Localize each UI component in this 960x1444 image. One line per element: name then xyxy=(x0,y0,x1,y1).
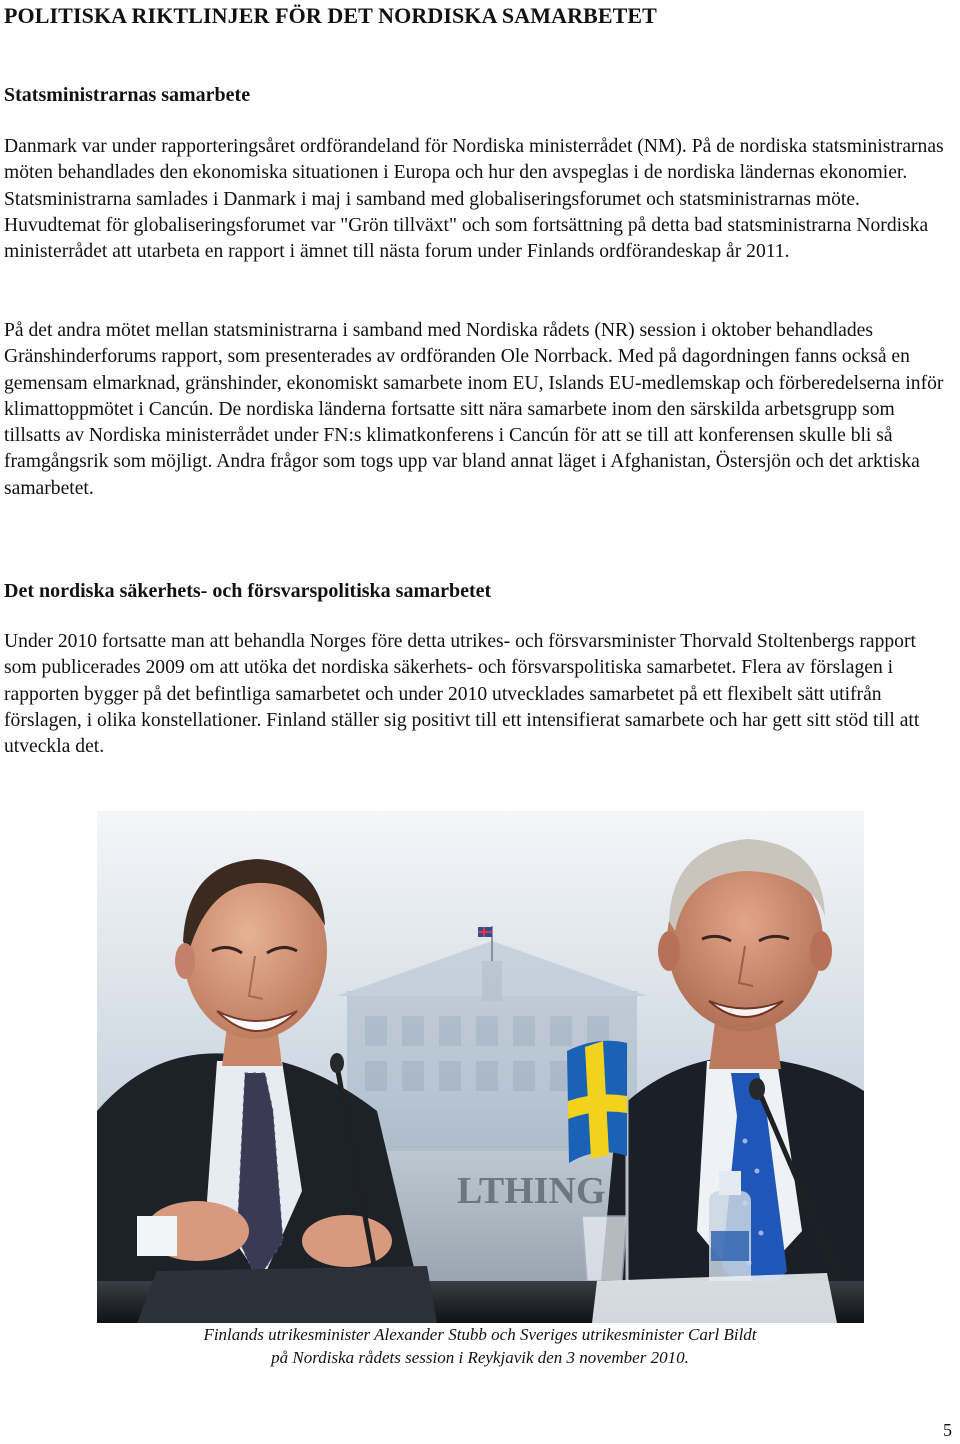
section-heading-security-defence: Det nordiska säkerhets- och försvarspolitiska samarbetet xyxy=(4,580,492,602)
paragraph-prime-ministers-1: Danmark var under rapporteringsåret ordförandeland för Nordiska ministerrådet (NM). På de nordiska statsministrarnas möten behandlades den ekonomiska situationen i Europa och hur den avspeglas i de nordiska ländernas ekonomier. Statsministrarna samlades i Danmark i maj i samband med globaliseringsforumet och statsministrarnas möte. Huvudtemat för globaliseringsforumet var "Grön tillväxt" och som fortsättning på detta bad statsministrarna Nordiska ministerrådet att utarbeta en rapport i ämnet till nästa forum under Finlands ordförandeskap år 2011. xyxy=(4,136,944,263)
paragraph-security-defence-1: Under 2010 fortsatte man att behandla Norges före detta utrikes- och försvarsminister Thorvald Stoltenbergs rapport som publicerades 2009 om att utöka det nordiska säkerhets- och försvarspolitiska samarbetet. Flera av förslagen i rapporten bygger på det befintliga samarbetet och under 2010 utvecklades samarbetet på ett flexibelt sätt utifrån förslagen, i olika konstellationer. Finland ställer sig positivt till ett intensifierat samarbete och har gett sitt stöd till att utveckla det. xyxy=(4,631,920,758)
caption-line-1: Finlands utrikesminister Alexander Stubb och Sveriges utrikesminister Carl Bildt xyxy=(203,1325,757,1344)
paragraph-prime-ministers-2: På det andra mötet mellan statsministrarna i samband med Nordiska rådets (NR) session i oktober behandlades Gränshinderforums rapport, som presenterades av ordföranden Ole Norrback. Med på dagordningen fanns också en gemensam elmarknad, gränshinder, ekonomiskt samarbete inom EU, Islands EU-medlemskap och förberedelserna inför klimattoppmötet i Cancún. De nordiska länderna fortsatte sitt nära samarbete inom den särskilda arbetsgrupp som tillsatts av Nordiska ministerrådet under FN:s klimatkonferens i Cancún för att se till att konferensen skulle bli så framgångsrik som möjligt. Andra frågor som togs upp var bland annat läget i Afghanistan, Östersjön och det arktiska samarbetet. xyxy=(4,320,944,499)
caption-line-2: på Nordiska rådets session i Reykjavik den 3 november 2010. xyxy=(271,1347,689,1367)
section-heading-prime-ministers: Statsministrarnas samarbete xyxy=(4,84,251,106)
photo-stubb-and-bildt xyxy=(97,811,864,1323)
water-glass-icon xyxy=(582,1216,627,1281)
photo-caption xyxy=(0,1324,960,1369)
document-title: POLITISKA RIKTLINJER FÖR DET NORDISKA SAMARBETET xyxy=(4,3,657,28)
page-number: 5 xyxy=(943,1420,952,1440)
backdrop-text: LTHING xyxy=(457,1170,606,1212)
